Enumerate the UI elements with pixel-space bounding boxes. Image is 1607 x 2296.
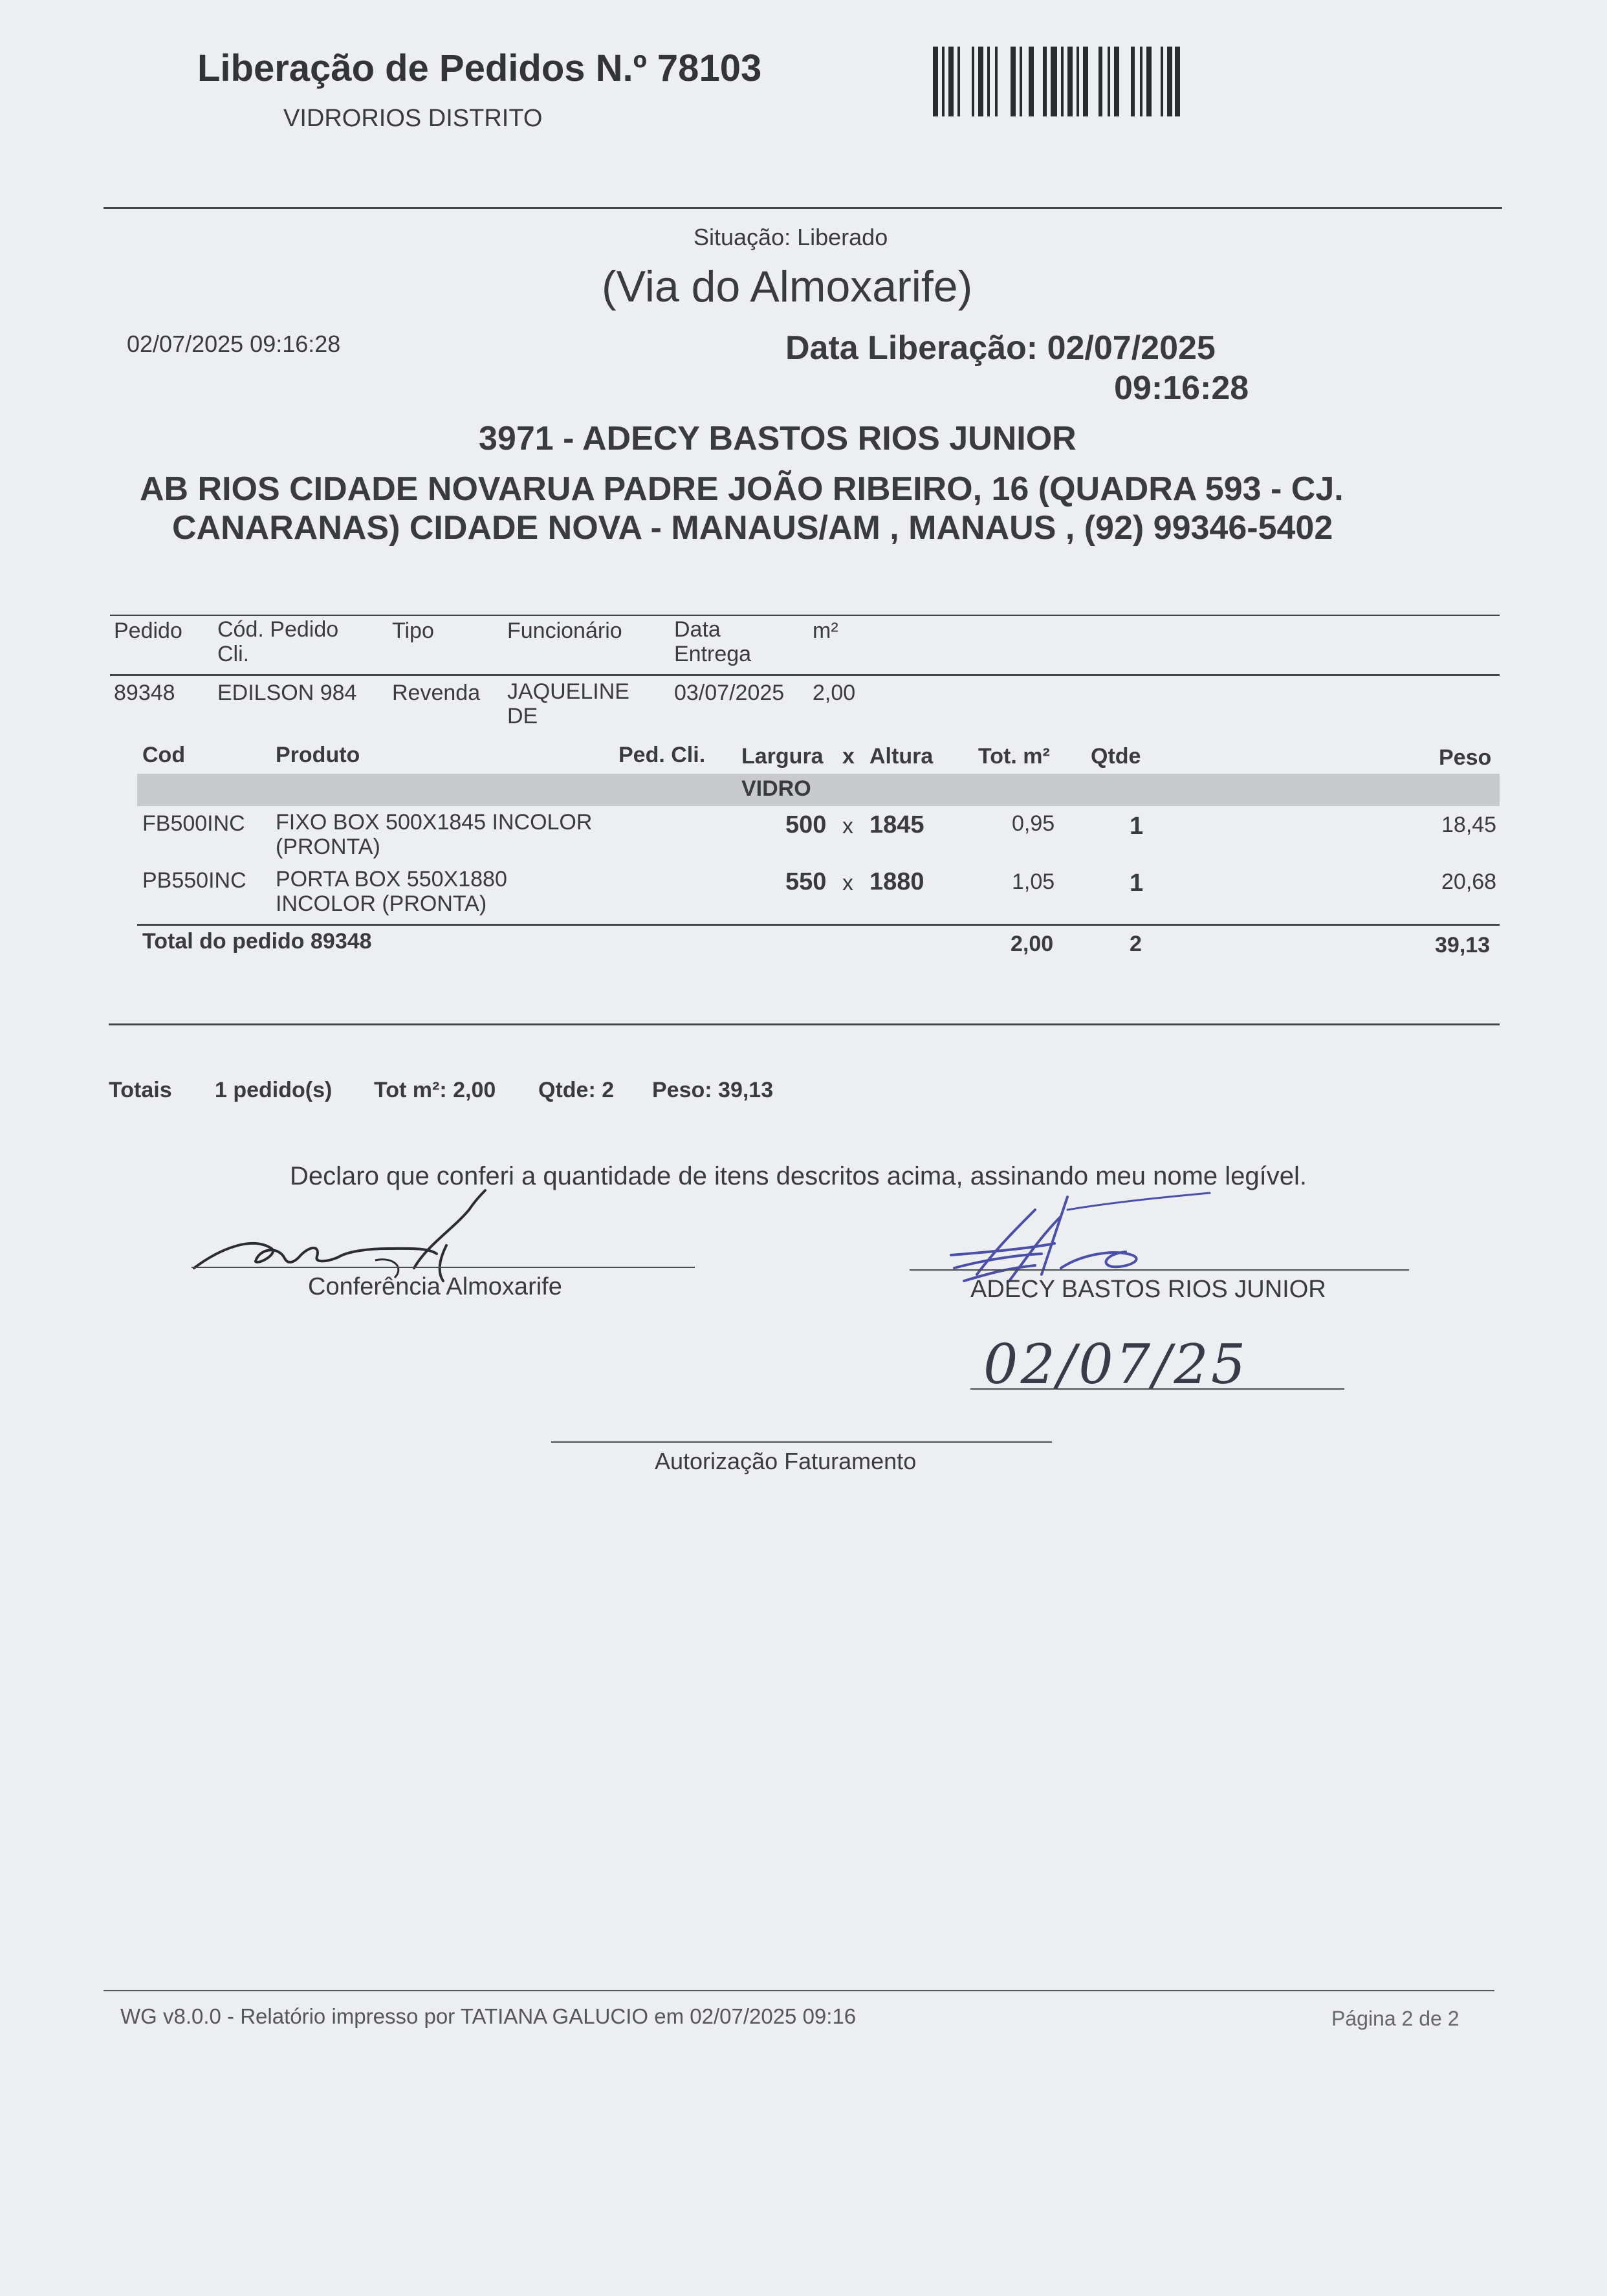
order-total-label: Total do pedido 89348 (142, 929, 372, 954)
group-header-bar (137, 774, 1500, 806)
document-title: Liberação de Pedidos N.º 78103 (197, 47, 762, 89)
col-header-ped-cli: Ped. Cli. (618, 743, 706, 767)
item-tot-m2: 1,05 (1012, 869, 1055, 894)
totals-m2: Tot m²: 2,00 (374, 1078, 496, 1102)
items-total-rule (137, 924, 1500, 926)
col-header-produto: Produto (276, 743, 360, 767)
item-x: x (842, 871, 853, 895)
item-peso: 18,45 (1441, 813, 1497, 837)
item-produto-l2: (PRONTA) (276, 835, 380, 859)
signature-line-right (910, 1269, 1409, 1271)
footer-divider (104, 1990, 1494, 1991)
item-largura: 500 (785, 811, 827, 838)
order-pedido: 89348 (114, 681, 175, 705)
col-header-qtde: Qtde (1091, 744, 1141, 769)
order-funcionario (507, 679, 629, 728)
col-header-data-l2: Entrega (674, 642, 752, 666)
col-header-altura: Altura (869, 744, 934, 769)
release-time: 09:16:28 (1114, 369, 1249, 407)
col-header-pedido: Pedido (114, 618, 182, 643)
declaration-text: Declaro que conferi a quantidade de itens descritos acima, assinando meu nome legível. (290, 1162, 1307, 1190)
printed-datetime: 02/07/2025 09:16:28 (127, 331, 341, 357)
client-address-line2: CANARANAS) CIDADE NOVA - MANAUS/AM , MANAUS , (92) 99346-5402 (172, 509, 1333, 547)
totals-divider (109, 1023, 1500, 1025)
order-tipo: Revenda (392, 681, 481, 705)
order-funcionario-l1: JAQUELINE (507, 679, 629, 704)
company-name: VIDRORIOS DISTRITO (283, 105, 543, 132)
item-cod: PB550INC (142, 868, 246, 893)
item-qtde: 1 (1130, 813, 1144, 840)
totals-qtde: Qtde: 2 (538, 1078, 615, 1102)
item-altura: 1845 (869, 811, 924, 838)
totals-label: Totais (109, 1078, 172, 1102)
col-header-tipo: Tipo (392, 618, 434, 643)
item-altura: 1880 (869, 868, 924, 895)
handwritten-date: 02/07/25 (983, 1333, 1249, 1396)
item-qtde: 1 (1130, 869, 1144, 897)
item-produto-l2: INCOLOR (PRONTA) (276, 891, 487, 916)
col-header-cod-pedido (217, 617, 338, 666)
col-header-cod: Cod (142, 743, 186, 767)
item-largura: 550 (785, 868, 827, 895)
totals-pedidos: 1 pedido(s) (215, 1078, 333, 1102)
col-header-cod-pedido-l1: Cód. Pedido (217, 617, 339, 642)
item-produto (276, 810, 592, 859)
signature-line-left (191, 1267, 695, 1268)
order-table-header-rule (110, 674, 1500, 676)
copy-label: (Via do Almoxarife) (602, 262, 973, 311)
order-total-m2: 2,00 (1011, 932, 1054, 956)
col-header-data-l1: Data (674, 617, 721, 642)
header-divider (104, 207, 1502, 209)
authorization-line (551, 1441, 1052, 1443)
date-underline (970, 1388, 1344, 1390)
item-produto-l1: FIXO BOX 500X1845 INCOLOR (276, 810, 593, 835)
group-label: VIDRO (741, 776, 811, 801)
col-header-peso: Peso (1439, 745, 1492, 770)
status-label: Situação: Liberado (694, 224, 888, 250)
item-produto-l1: PORTA BOX 550X1880 (276, 867, 507, 891)
item-cod: FB500INC (142, 811, 245, 836)
item-tot-m2: 0,95 (1012, 811, 1055, 836)
col-header-tot-m2: Tot. m² (978, 744, 1050, 769)
order-cod-pedido: EDILSON 984 (217, 681, 357, 705)
col-header-funcionario: Funcionário (507, 618, 622, 643)
item-peso: 20,68 (1441, 869, 1497, 894)
signature-label-left: Conferência Almoxarife (308, 1273, 562, 1300)
col-header-cod-pedido-l2: Cli. (217, 642, 250, 666)
footer-printed-by: WG v8.0.0 - Relatório impresso por TATIANA GALUCIO em 02/07/2025 09:16 (120, 2004, 857, 2028)
col-header-m2: m² (813, 618, 838, 643)
item-produto (276, 867, 507, 916)
col-header-data-entrega (674, 617, 751, 666)
footer-page-number: Página 2 de 2 (1331, 2007, 1459, 2030)
order-data-entrega: 03/07/2025 (674, 681, 785, 705)
signature-label-right: ADECY BASTOS RIOS JUNIOR (970, 1276, 1326, 1303)
barcode (933, 47, 1180, 116)
col-header-largura: Largura (741, 744, 824, 769)
col-header-x: x (842, 744, 855, 769)
client-address-line1: AB RIOS CIDADE NOVARUA PADRE JOÃO RIBEIRO, 16 (QUADRA 593 - CJ. (140, 470, 1344, 508)
item-x: x (842, 814, 853, 838)
order-table-top-rule (110, 615, 1500, 616)
order-total-peso: 39,13 (1435, 933, 1491, 957)
order-m2: 2,00 (813, 681, 856, 705)
totals-peso: Peso: 39,13 (652, 1078, 774, 1102)
order-funcionario-l2: DE (507, 704, 538, 728)
order-total-qtde: 2 (1130, 932, 1142, 956)
client-name: 3971 - ADECY BASTOS RIOS JUNIOR (479, 420, 1077, 457)
release-date: Data Liberação: 02/07/2025 (785, 329, 1216, 367)
authorization-label: Autorização Faturamento (655, 1448, 917, 1474)
